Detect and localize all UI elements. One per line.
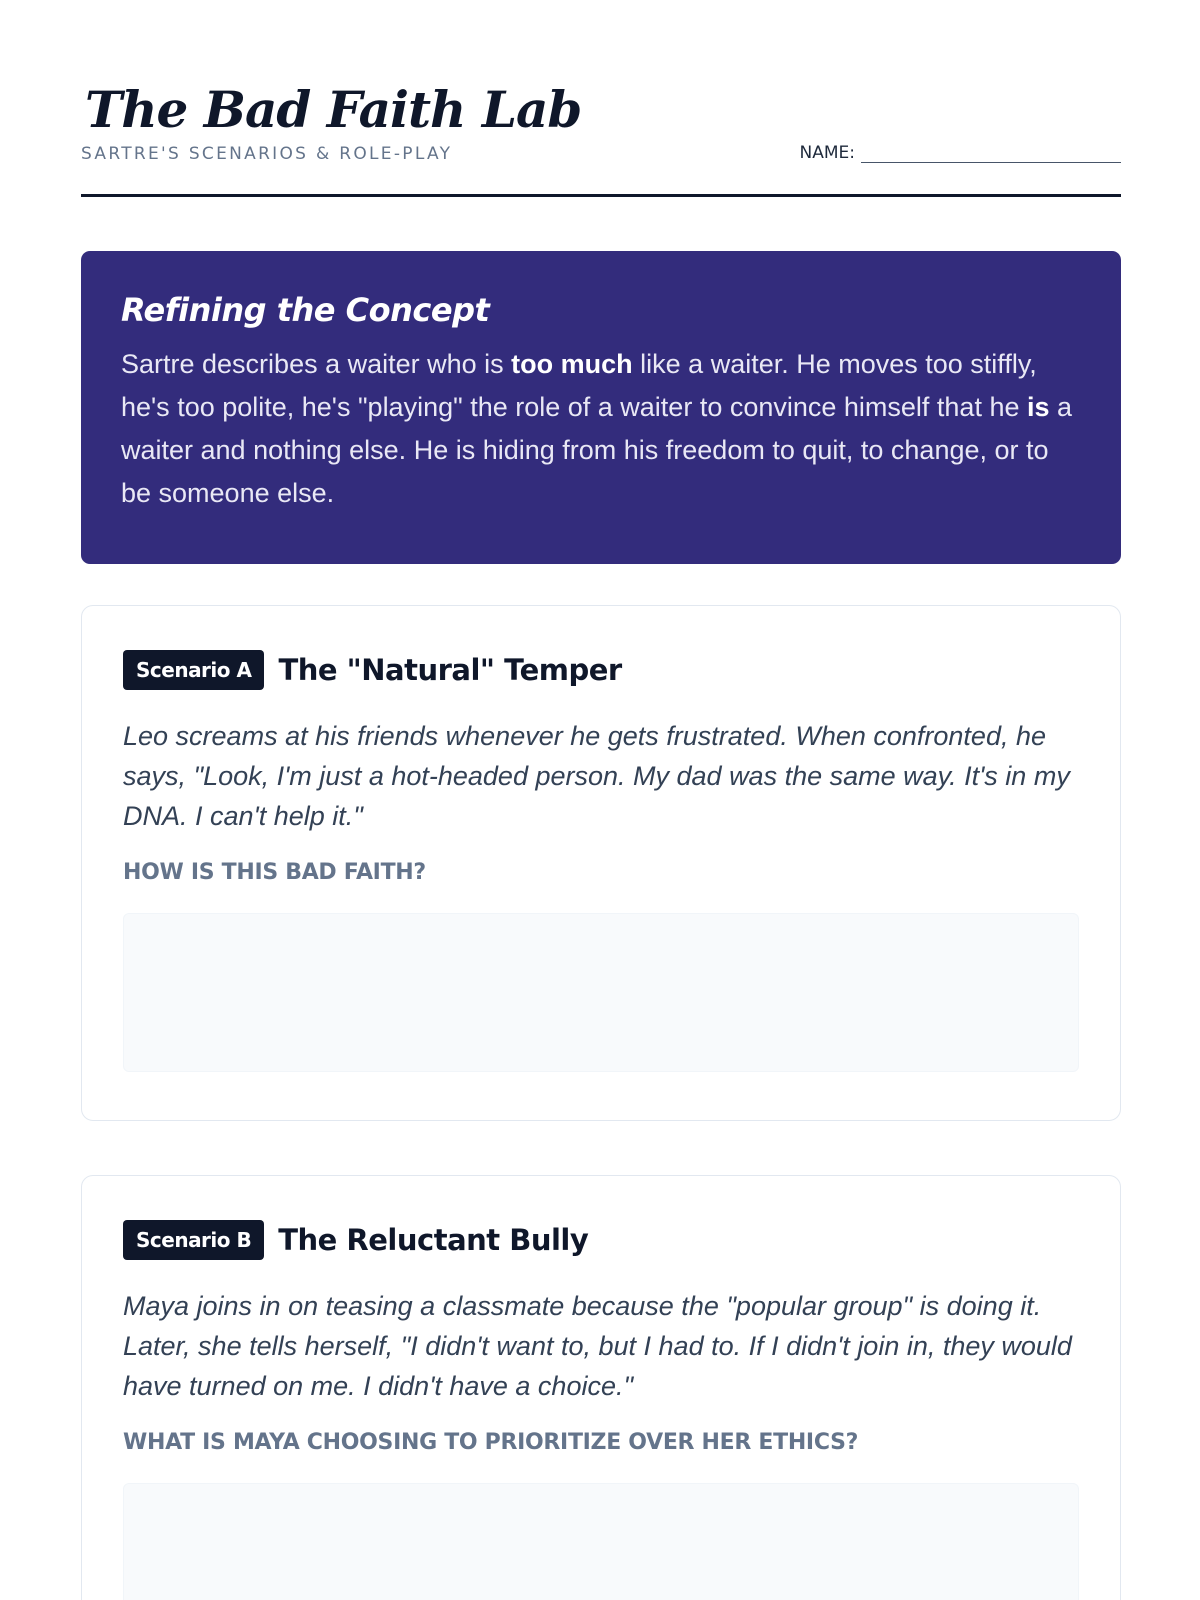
scenario-question: WHAT IS MAYA CHOOSING TO PRIORITIZE OVER HER ETHICS? <box>123 1430 859 1455</box>
name-label: NAME: <box>799 143 855 163</box>
concept-text-part: like a waiter. He moves too stiffly, he's too polite, he's "playing" the role of a waiter to convince himself that he <box>121 349 1037 422</box>
scenario-card-b <box>81 1175 1121 1600</box>
page-subtitle: SARTRE'S SCENARIOS & ROLE-PLAY <box>81 144 453 164</box>
scenario-card-a <box>81 605 1121 1121</box>
page-title: The Bad Faith Lab <box>85 80 582 139</box>
name-field <box>800 143 1121 163</box>
scenario-header <box>123 1220 1079 1260</box>
worksheet-header <box>81 0 1121 197</box>
concept-box <box>81 251 1121 564</box>
worksheet-page <box>81 0 1121 1455</box>
scenario-title: The "Natural" Temper <box>278 653 622 687</box>
concept-emphasis: is <box>1027 392 1050 422</box>
scenario-badge: Scenario B <box>123 1220 264 1260</box>
concept-text-part: Sartre describes a waiter who is <box>121 349 512 379</box>
scenario-question: HOW IS THIS BAD FAITH? <box>123 860 426 885</box>
concept-text-part: a waiter and nothing else. He is hiding from his freedom to quit, to change, or to be someone else. <box>121 392 1073 508</box>
scenario-text: Leo screams at his friends whenever he gets frustrated. When confronted, he says, "Look, I'm just a hot-headed person. My dad was the same way. It's in my DNA. I can't help it." <box>123 721 1070 831</box>
concept-emphasis: too much <box>511 349 633 379</box>
answer-box[interactable] <box>123 913 1079 1072</box>
scenario-badge: Scenario A <box>123 650 264 690</box>
answer-box[interactable] <box>123 1483 1079 1600</box>
scenario-header <box>123 650 1079 690</box>
concept-heading: Refining the Concept <box>121 291 490 329</box>
name-input-line[interactable] <box>861 144 1121 163</box>
scenario-title: The Reluctant Bully <box>278 1223 589 1257</box>
scenario-text: Maya joins in on teasing a classmate because the "popular group" is doing it. Later, she tells herself, "I didn't want to, but I had to. If I didn't join in, they would have turned on me. I didn't have a choice." <box>123 1291 1072 1401</box>
concept-text <box>121 343 1081 515</box>
